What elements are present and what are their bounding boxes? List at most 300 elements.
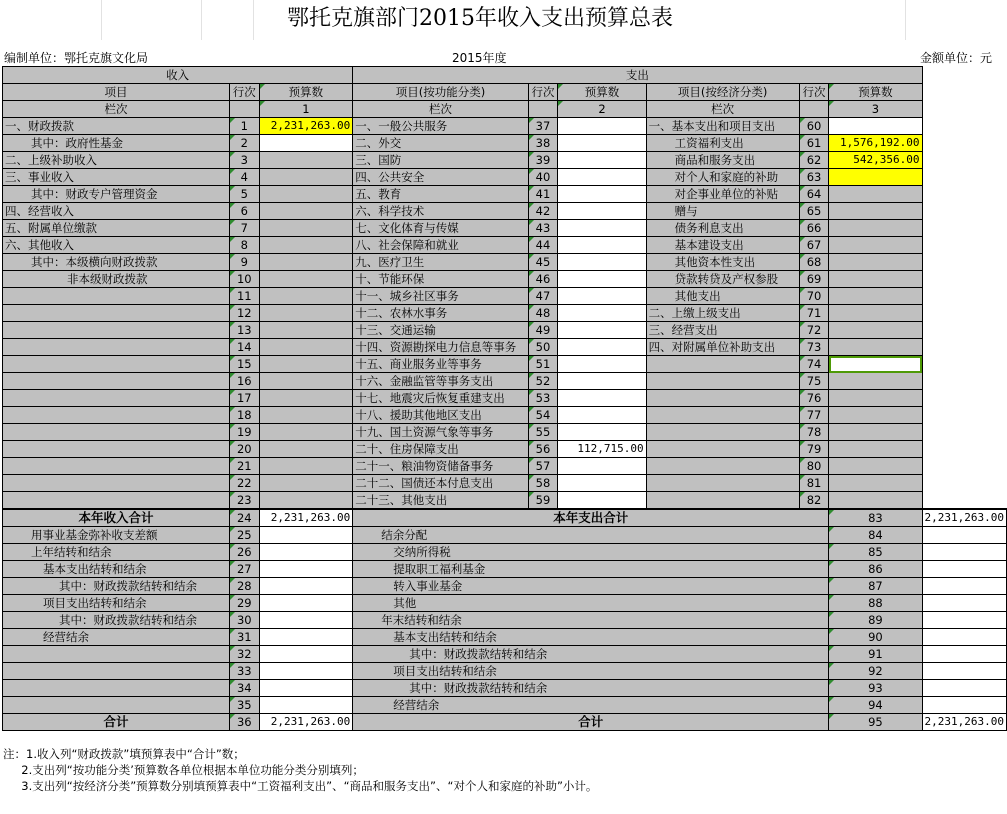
economic-line-cell[interactable]: 61 [799, 135, 829, 152]
income-line-cell[interactable]: 8 [229, 237, 259, 254]
function-budget-cell[interactable] [558, 169, 646, 186]
expense-budget-cell[interactable] [922, 544, 1006, 561]
expense-item-cell[interactable]: 交纳所得税 [353, 544, 829, 561]
expense-total-line[interactable]: 95 [829, 714, 922, 731]
economic-budget-cell[interactable] [829, 407, 922, 424]
function-line-cell[interactable]: 47 [528, 288, 558, 305]
col-index-3[interactable]: 3 [829, 101, 922, 118]
income-budget-cell[interactable] [259, 561, 353, 578]
economic-budget-cell[interactable] [829, 237, 922, 254]
economic-line-cell[interactable]: 76 [799, 390, 829, 407]
economic-item-cell[interactable]: 债务利息支出 [646, 220, 799, 237]
income-item-cell[interactable]: 六、其他收入 [3, 237, 230, 254]
economic-budget-cell[interactable] [829, 271, 922, 288]
function-line-cell[interactable]: 41 [528, 186, 558, 203]
economic-line-cell[interactable]: 68 [799, 254, 829, 271]
income-item-cell[interactable] [3, 458, 230, 475]
row-label[interactable]: 栏次 [646, 101, 799, 118]
income-line-cell[interactable]: 22 [229, 475, 259, 492]
income-budget-cell[interactable] [259, 646, 353, 663]
economic-item-cell[interactable] [646, 475, 799, 492]
economic-item-cell[interactable] [646, 424, 799, 441]
economic-budget-cell[interactable] [829, 322, 922, 339]
income-total-line[interactable]: 36 [229, 714, 259, 731]
expense-line-cell[interactable]: 84 [829, 527, 922, 544]
economic-item-cell[interactable]: 一、基本支出和项目支出 [646, 118, 799, 135]
expense-item-cell[interactable]: 其中：财政拨款结转和结余 [353, 680, 829, 697]
expense-item-cell[interactable]: 结余分配 [353, 527, 829, 544]
income-item-cell[interactable] [3, 697, 230, 714]
economic-budget-cell[interactable] [829, 254, 922, 271]
expense-budget-cell[interactable] [922, 680, 1006, 697]
economic-item-cell[interactable] [646, 458, 799, 475]
col-line[interactable]: 行次 [799, 84, 829, 101]
row-label[interactable]: 栏次 [3, 101, 230, 118]
income-total-value[interactable]: 2,231,263.00 [259, 714, 353, 731]
income-budget-cell[interactable] [259, 237, 353, 254]
expense-line-cell[interactable]: 89 [829, 612, 922, 629]
expense-item-cell[interactable]: 转入事业基金 [353, 578, 829, 595]
economic-budget-cell[interactable] [829, 492, 922, 510]
function-line-cell[interactable]: 46 [528, 271, 558, 288]
income-item-cell[interactable]: 项目支出结转和结余 [3, 595, 230, 612]
economic-item-cell[interactable]: 基本建设支出 [646, 237, 799, 254]
income-item-cell[interactable] [3, 339, 230, 356]
income-line-cell[interactable]: 16 [229, 373, 259, 390]
economic-item-cell[interactable]: 其他支出 [646, 288, 799, 305]
economic-item-cell[interactable]: 二、上缴上级支出 [646, 305, 799, 322]
income-item-cell[interactable]: 用事业基金弥补收支差额 [3, 527, 230, 544]
income-item-cell[interactable]: 四、经营收入 [3, 203, 230, 220]
expense-line-cell[interactable]: 92 [829, 663, 922, 680]
economic-line-cell[interactable]: 66 [799, 220, 829, 237]
income-budget-cell[interactable] [259, 492, 353, 510]
expense-budget-cell[interactable] [922, 612, 1006, 629]
economic-budget-cell[interactable]: 542,356.00 [829, 152, 922, 169]
expense-budget-cell[interactable] [922, 697, 1006, 714]
expense-total-value[interactable]: 2,231,263.00 [922, 509, 1006, 527]
income-item-cell[interactable] [3, 390, 230, 407]
income-line-cell[interactable]: 3 [229, 152, 259, 169]
income-line-cell[interactable]: 19 [229, 424, 259, 441]
expense-item-cell[interactable]: 提取职工福利基金 [353, 561, 829, 578]
function-item-cell[interactable]: 十三、交通运输 [353, 322, 528, 339]
economic-item-cell[interactable]: 赠与 [646, 203, 799, 220]
economic-budget-cell[interactable] [829, 288, 922, 305]
row-label[interactable]: 栏次 [353, 101, 528, 118]
income-line-cell[interactable]: 2 [229, 135, 259, 152]
function-item-cell[interactable]: 十五、商业服务业等事务 [353, 356, 528, 373]
economic-item-cell[interactable] [646, 356, 799, 373]
function-line-cell[interactable]: 55 [528, 424, 558, 441]
expense-line-cell[interactable]: 87 [829, 578, 922, 595]
function-budget-cell[interactable] [558, 186, 646, 203]
economic-line-cell[interactable]: 63 [799, 169, 829, 186]
income-budget-cell[interactable] [259, 305, 353, 322]
income-budget-cell[interactable]: 2,231,263.00 [259, 118, 353, 135]
expense-item-cell[interactable]: 其他 [353, 595, 829, 612]
income-budget-cell[interactable] [259, 152, 353, 169]
income-line-cell[interactable]: 35 [229, 697, 259, 714]
economic-line-cell[interactable]: 60 [799, 118, 829, 135]
expense-item-cell[interactable]: 其中：财政拨款结转和结余 [353, 646, 829, 663]
col-budget[interactable]: 预算数 [829, 84, 922, 101]
economic-line-cell[interactable]: 74 [799, 356, 829, 373]
expense-total-value[interactable]: 2,231,263.00 [922, 714, 1006, 731]
income-item-cell[interactable]: 其中：财政拨款结转和结余 [3, 612, 230, 629]
income-line-cell[interactable]: 4 [229, 169, 259, 186]
economic-line-cell[interactable]: 81 [799, 475, 829, 492]
income-line-cell[interactable]: 20 [229, 441, 259, 458]
function-item-cell[interactable]: 十一、城乡社区事务 [353, 288, 528, 305]
col-line[interactable]: 行次 [229, 84, 259, 101]
expense-line-cell[interactable]: 91 [829, 646, 922, 663]
income-budget-cell[interactable] [259, 424, 353, 441]
income-line-cell[interactable]: 10 [229, 271, 259, 288]
function-item-cell[interactable]: 二十一、粮油物资储备事务 [353, 458, 528, 475]
economic-line-cell[interactable]: 73 [799, 339, 829, 356]
income-item-cell[interactable]: 其中：本级横向财政拨款 [3, 254, 230, 271]
function-budget-cell[interactable] [558, 305, 646, 322]
income-item-cell[interactable]: 基本支出结转和结余 [3, 561, 230, 578]
function-budget-cell[interactable] [558, 475, 646, 492]
economic-item-cell[interactable]: 对企事业单位的补贴 [646, 186, 799, 203]
income-item-cell[interactable]: 上年结转和结余 [3, 544, 230, 561]
cell[interactable] [528, 101, 558, 118]
function-line-cell[interactable]: 44 [528, 237, 558, 254]
function-budget-cell[interactable] [558, 237, 646, 254]
income-line-cell[interactable]: 12 [229, 305, 259, 322]
income-item-cell[interactable] [3, 373, 230, 390]
function-budget-cell[interactable] [558, 492, 646, 510]
economic-budget-cell[interactable] [829, 356, 922, 373]
income-budget-cell[interactable] [259, 527, 353, 544]
income-item-cell[interactable] [3, 646, 230, 663]
income-budget-cell[interactable] [259, 697, 353, 714]
economic-item-cell[interactable] [646, 373, 799, 390]
function-item-cell[interactable]: 一、一般公共服务 [353, 118, 528, 135]
income-line-cell[interactable]: 15 [229, 356, 259, 373]
function-line-cell[interactable]: 45 [528, 254, 558, 271]
function-line-cell[interactable]: 52 [528, 373, 558, 390]
function-line-cell[interactable]: 49 [528, 322, 558, 339]
income-line-cell[interactable]: 9 [229, 254, 259, 271]
economic-item-cell[interactable] [646, 390, 799, 407]
expense-line-cell[interactable]: 86 [829, 561, 922, 578]
function-line-cell[interactable]: 58 [528, 475, 558, 492]
income-line-cell[interactable]: 6 [229, 203, 259, 220]
economic-line-cell[interactable]: 75 [799, 373, 829, 390]
function-line-cell[interactable]: 37 [528, 118, 558, 135]
income-budget-cell[interactable] [259, 475, 353, 492]
income-item-cell[interactable]: 三、事业收入 [3, 169, 230, 186]
economic-budget-cell[interactable] [829, 203, 922, 220]
income-budget-cell[interactable] [259, 220, 353, 237]
income-budget-cell[interactable] [259, 339, 353, 356]
function-budget-cell[interactable] [558, 458, 646, 475]
expense-budget-cell[interactable] [922, 663, 1006, 680]
income-line-cell[interactable]: 28 [229, 578, 259, 595]
function-item-cell[interactable]: 十七、地震灾后恢复重建支出 [353, 390, 528, 407]
col-line[interactable]: 行次 [528, 84, 558, 101]
col-item[interactable]: 项目 [3, 84, 230, 101]
economic-item-cell[interactable]: 对个人和家庭的补助 [646, 169, 799, 186]
function-budget-cell[interactable] [558, 373, 646, 390]
income-item-cell[interactable] [3, 288, 230, 305]
function-item-cell[interactable]: 五、教育 [353, 186, 528, 203]
function-budget-cell[interactable] [558, 135, 646, 152]
function-line-cell[interactable]: 50 [528, 339, 558, 356]
economic-budget-cell[interactable] [829, 305, 922, 322]
expense-item-cell[interactable]: 项目支出结转和结余 [353, 663, 829, 680]
income-item-cell[interactable] [3, 441, 230, 458]
economic-item-cell[interactable] [646, 441, 799, 458]
income-line-cell[interactable]: 29 [229, 595, 259, 612]
function-item-cell[interactable]: 九、医疗卫生 [353, 254, 528, 271]
income-line-cell[interactable]: 13 [229, 322, 259, 339]
function-budget-cell[interactable] [558, 356, 646, 373]
function-item-cell[interactable]: 二、外交 [353, 135, 528, 152]
income-line-cell[interactable]: 34 [229, 680, 259, 697]
income-line-cell[interactable]: 21 [229, 458, 259, 475]
function-item-cell[interactable]: 二十二、国债还本付息支出 [353, 475, 528, 492]
economic-line-cell[interactable]: 80 [799, 458, 829, 475]
function-line-cell[interactable]: 40 [528, 169, 558, 186]
expense-line-cell[interactable]: 93 [829, 680, 922, 697]
economic-budget-cell[interactable] [829, 424, 922, 441]
function-line-cell[interactable]: 59 [528, 492, 558, 510]
income-item-cell[interactable] [3, 680, 230, 697]
expense-budget-cell[interactable] [922, 595, 1006, 612]
income-item-cell[interactable] [3, 424, 230, 441]
function-budget-cell[interactable] [558, 152, 646, 169]
economic-item-cell[interactable]: 工资福利支出 [646, 135, 799, 152]
function-item-cell[interactable]: 七、文化体育与传媒 [353, 220, 528, 237]
function-line-cell[interactable]: 54 [528, 407, 558, 424]
income-item-cell[interactable]: 五、附属单位缴款 [3, 220, 230, 237]
income-line-cell[interactable]: 27 [229, 561, 259, 578]
income-line-cell[interactable]: 5 [229, 186, 259, 203]
function-budget-cell[interactable] [558, 271, 646, 288]
function-item-cell[interactable]: 十九、国土资源气象等事务 [353, 424, 528, 441]
function-budget-cell[interactable] [558, 254, 646, 271]
income-item-cell[interactable]: 其中：财政专户管理资金 [3, 186, 230, 203]
income-item-cell[interactable] [3, 663, 230, 680]
economic-item-cell[interactable] [646, 407, 799, 424]
function-item-cell[interactable]: 十四、资源勘探电力信息等事务 [353, 339, 528, 356]
income-line-cell[interactable]: 30 [229, 612, 259, 629]
income-budget-cell[interactable] [259, 322, 353, 339]
function-item-cell[interactable]: 六、科学技术 [353, 203, 528, 220]
income-budget-cell[interactable] [259, 595, 353, 612]
function-budget-cell[interactable] [558, 203, 646, 220]
function-line-cell[interactable]: 56 [528, 441, 558, 458]
income-budget-cell[interactable] [259, 288, 353, 305]
function-line-cell[interactable]: 39 [528, 152, 558, 169]
income-line-cell[interactable]: 32 [229, 646, 259, 663]
expense-item-cell[interactable]: 年末结转和结余 [353, 612, 829, 629]
income-item-cell[interactable] [3, 356, 230, 373]
function-budget-cell[interactable] [558, 424, 646, 441]
economic-budget-cell[interactable]: 1,576,192.00 [829, 135, 922, 152]
economic-line-cell[interactable]: 64 [799, 186, 829, 203]
expense-budget-cell[interactable] [922, 561, 1006, 578]
function-item-cell[interactable]: 二十、住房保障支出 [353, 441, 528, 458]
economic-line-cell[interactable]: 78 [799, 424, 829, 441]
expense-total-line[interactable]: 83 [829, 509, 922, 527]
function-line-cell[interactable]: 53 [528, 390, 558, 407]
function-budget-cell[interactable] [558, 288, 646, 305]
economic-budget-cell[interactable] [829, 339, 922, 356]
income-item-cell[interactable] [3, 305, 230, 322]
economic-line-cell[interactable]: 71 [799, 305, 829, 322]
income-item-cell[interactable]: 二、上级补助收入 [3, 152, 230, 169]
income-budget-cell[interactable] [259, 441, 353, 458]
function-line-cell[interactable]: 42 [528, 203, 558, 220]
col-budget[interactable]: 预算数 [558, 84, 646, 101]
function-budget-cell[interactable] [558, 390, 646, 407]
col-item-econ[interactable]: 项目(按经济分类) [646, 84, 799, 101]
economic-budget-cell[interactable] [829, 475, 922, 492]
function-budget-cell[interactable] [558, 118, 646, 135]
economic-item-cell[interactable] [646, 492, 799, 510]
expense-line-cell[interactable]: 85 [829, 544, 922, 561]
function-line-cell[interactable]: 57 [528, 458, 558, 475]
function-item-cell[interactable]: 十、节能环保 [353, 271, 528, 288]
function-budget-cell[interactable] [558, 220, 646, 237]
expense-line-cell[interactable]: 94 [829, 697, 922, 714]
economic-line-cell[interactable]: 79 [799, 441, 829, 458]
function-item-cell[interactable]: 十八、援助其他地区支出 [353, 407, 528, 424]
income-line-cell[interactable]: 14 [229, 339, 259, 356]
income-budget-cell[interactable] [259, 169, 353, 186]
expense-budget-cell[interactable] [922, 527, 1006, 544]
economic-budget-cell[interactable] [829, 169, 922, 186]
economic-item-cell[interactable]: 三、经营支出 [646, 322, 799, 339]
economic-line-cell[interactable]: 65 [799, 203, 829, 220]
income-line-cell[interactable]: 18 [229, 407, 259, 424]
income-line-cell[interactable]: 11 [229, 288, 259, 305]
expense-budget-cell[interactable] [922, 629, 1006, 646]
economic-line-cell[interactable]: 67 [799, 237, 829, 254]
economic-line-cell[interactable]: 82 [799, 492, 829, 510]
income-line-cell[interactable]: 7 [229, 220, 259, 237]
economic-budget-cell[interactable] [829, 220, 922, 237]
income-budget-cell[interactable] [259, 390, 353, 407]
function-item-cell[interactable]: 十二、农林水事务 [353, 305, 528, 322]
income-item-cell[interactable]: 一、财政拨款 [3, 118, 230, 135]
function-item-cell[interactable]: 二十三、其他支出 [353, 492, 528, 510]
income-budget-cell[interactable] [259, 186, 353, 203]
income-item-cell[interactable]: 其中：财政拨款结转和结余 [3, 578, 230, 595]
function-item-cell[interactable]: 三、国防 [353, 152, 528, 169]
expense-line-cell[interactable]: 90 [829, 629, 922, 646]
function-budget-cell[interactable] [558, 339, 646, 356]
income-line-cell[interactable]: 17 [229, 390, 259, 407]
income-budget-cell[interactable] [259, 271, 353, 288]
economic-budget-cell[interactable] [829, 441, 922, 458]
function-item-cell[interactable]: 四、公共安全 [353, 169, 528, 186]
table-row [3, 663, 1007, 680]
expense-item-cell[interactable]: 基本支出结转和结余 [353, 629, 829, 646]
expense-item-cell[interactable]: 经营结余 [353, 697, 829, 714]
economic-line-cell[interactable]: 70 [799, 288, 829, 305]
income-budget-cell[interactable] [259, 373, 353, 390]
income-budget-cell[interactable] [259, 680, 353, 697]
col-item-func[interactable]: 项目(按功能分类) [353, 84, 528, 101]
income-line-cell[interactable]: 23 [229, 492, 259, 510]
col-budget[interactable]: 预算数 [259, 84, 353, 101]
income-budget-cell[interactable] [259, 254, 353, 271]
function-line-cell[interactable]: 43 [528, 220, 558, 237]
income-line-cell[interactable]: 26 [229, 544, 259, 561]
function-budget-cell[interactable]: 112,715.00 [558, 441, 646, 458]
expense-budget-cell[interactable] [922, 646, 1006, 663]
col-index-2[interactable]: 2 [558, 101, 646, 118]
function-budget-cell[interactable] [558, 322, 646, 339]
income-total-line[interactable]: 24 [229, 509, 259, 527]
economic-line-cell[interactable]: 77 [799, 407, 829, 424]
income-item-cell[interactable] [3, 322, 230, 339]
income-budget-cell[interactable] [259, 612, 353, 629]
function-line-cell[interactable]: 51 [528, 356, 558, 373]
income-item-cell[interactable] [3, 492, 230, 510]
income-line-cell[interactable]: 31 [229, 629, 259, 646]
income-budget-cell[interactable] [259, 458, 353, 475]
function-line-cell[interactable]: 38 [528, 135, 558, 152]
economic-item-cell[interactable]: 四、对附属单位补助支出 [646, 339, 799, 356]
economic-line-cell[interactable]: 72 [799, 322, 829, 339]
income-budget-cell[interactable] [259, 135, 353, 152]
income-item-cell[interactable] [3, 475, 230, 492]
economic-budget-cell[interactable] [829, 458, 922, 475]
economic-budget-cell[interactable] [829, 390, 922, 407]
function-item-cell[interactable]: 十六、金融监管等事务支出 [353, 373, 528, 390]
economic-item-cell[interactable]: 商品和服务支出 [646, 152, 799, 169]
expense-budget-cell[interactable] [922, 578, 1006, 595]
income-item-cell[interactable] [3, 407, 230, 424]
expense-line-cell[interactable]: 88 [829, 595, 922, 612]
economic-line-cell[interactable]: 62 [799, 152, 829, 169]
income-line-cell[interactable]: 1 [229, 118, 259, 135]
income-budget-cell[interactable] [259, 356, 353, 373]
income-budget-cell[interactable] [259, 203, 353, 220]
income-line-cell[interactable]: 25 [229, 527, 259, 544]
income-budget-cell[interactable] [259, 544, 353, 561]
income-budget-cell[interactable] [259, 663, 353, 680]
income-item-cell[interactable]: 经营结余 [3, 629, 230, 646]
economic-item-cell[interactable]: 贷款转贷及产权参股 [646, 271, 799, 288]
income-budget-cell[interactable] [259, 629, 353, 646]
economic-budget-cell[interactable] [829, 186, 922, 203]
function-item-cell[interactable]: 八、社会保障和就业 [353, 237, 528, 254]
col-index-1[interactable]: 1 [259, 101, 353, 118]
income-total-value[interactable]: 2,231,263.00 [259, 509, 353, 527]
income-budget-cell[interactable] [259, 578, 353, 595]
economic-line-cell[interactable]: 69 [799, 271, 829, 288]
cell[interactable] [799, 101, 829, 118]
income-budget-cell[interactable] [259, 407, 353, 424]
economic-item-cell[interactable]: 其他资本性支出 [646, 254, 799, 271]
cell[interactable] [229, 101, 259, 118]
economic-budget-cell[interactable] [829, 118, 922, 135]
income-item-cell[interactable]: 非本级财政拨款 [3, 271, 230, 288]
income-item-cell[interactable]: 其中：政府性基金 [3, 135, 230, 152]
economic-budget-cell[interactable] [829, 373, 922, 390]
income-line-cell[interactable]: 33 [229, 663, 259, 680]
function-line-cell[interactable]: 48 [528, 305, 558, 322]
function-budget-cell[interactable] [558, 407, 646, 424]
